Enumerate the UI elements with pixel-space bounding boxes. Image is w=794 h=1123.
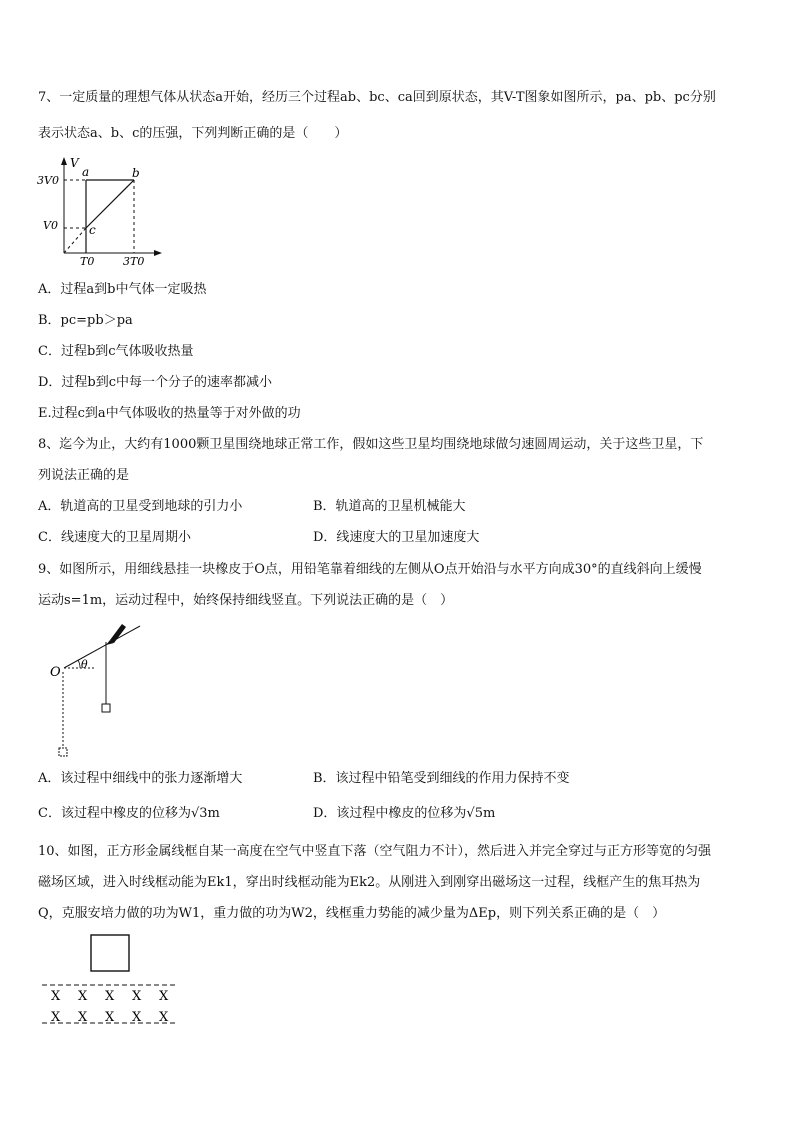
q8-option-c: C．线速度大的卫星周期小 <box>38 530 191 545</box>
angle-theta-label: θ <box>81 658 88 671</box>
q8-option-a: A．轨道高的卫星受到地球的引力小 <box>38 499 243 514</box>
tick-3t0: 3T0 <box>123 255 145 268</box>
q7-option-e: E.过程c到a中气体吸收的热量等于对外做的功 <box>38 406 301 421</box>
q8-stem-line2: 列说法正确的是 <box>38 468 130 483</box>
tick-3v0: 3V0 <box>37 174 59 187</box>
v-axis-label: V <box>70 156 79 170</box>
q7-stem-line1: 7、一定质量的理想气体从状态a开始，经历三个过程ab、bc、ca回到原状态，其V-T图象如图所示，pa、pb、pc分别 <box>38 90 716 105</box>
q9-pencil-figure <box>44 618 154 760</box>
field-x-mark: X <box>159 1010 169 1025</box>
q7-option-d: D．过程b到c中每一个分子的速率都减小 <box>38 375 273 390</box>
q7-option-b: B．pc=pb＞pa <box>38 313 133 328</box>
tick-v0: V0 <box>43 219 58 232</box>
q9-stem-line1: 9、如图所示，用细线悬挂一块橡皮于O点，用铅笔靠着细线的左侧从O点开始沿与水平方向成30°的直线斜向上缓慢 <box>38 562 702 577</box>
q10-magnetic-field-figure <box>40 930 180 1030</box>
field-x-mark: X <box>78 1010 88 1025</box>
q10-stem-line3: Q，克服安培力做的功为W1，重力做的功为W2，线框重力势能的减少量为ΔEp，则下列关系正确的是（ ） <box>38 906 666 921</box>
q8-option-d: D．线速度大的卫星加速度大 <box>313 530 480 545</box>
q8-stem-line1: 8、迄今为止，大约有1000颗卫星围绕地球正常工作，假如这些卫星均围绕地球做匀速圆周运动，关于这些卫星，下 <box>38 437 704 452</box>
field-x-mark: X <box>105 989 115 1004</box>
field-x-mark: X <box>159 989 169 1004</box>
field-x-mark: X <box>132 1010 142 1025</box>
q7-option-a: A．过程a到b中气体一定吸热 <box>38 282 207 297</box>
q9-option-a: A．该过程中细线中的张力逐渐增大 <box>38 771 243 786</box>
q9-stem-line2: 运动s=1m，运动过程中，始终保持细线竖直。下列说法正确的是（ ） <box>38 593 454 608</box>
q7-option-c: C．过程b到c气体吸收热量 <box>38 344 194 359</box>
point-b-label: b <box>132 166 140 180</box>
field-x-mark: X <box>78 989 88 1004</box>
q7-vt-graph <box>36 155 176 267</box>
point-c-label: c <box>89 223 96 237</box>
q7-stem-line2: 表示状态a、b、c的压强，下列判断正确的是（ ） <box>38 126 348 141</box>
point-o-label: O <box>50 665 61 680</box>
point-a-label: a <box>82 165 90 179</box>
field-x-mark: X <box>105 1010 115 1025</box>
q10-stem-line1: 10、如图，正方形金属线框自某一高度在空气中竖直下落（空气阻力不计），然后进入并完全穿过与正方形等宽的匀强 <box>38 844 712 859</box>
tick-t0: T0 <box>80 255 95 268</box>
q8-option-b: B．轨道高的卫星机械能大 <box>313 499 466 514</box>
field-x-mark: X <box>51 1010 61 1025</box>
field-x-mark: X <box>132 989 142 1004</box>
q9-option-c: C．该过程中橡皮的位移为√3m <box>38 806 220 821</box>
field-x-mark: X <box>51 989 61 1004</box>
q9-option-d: D．该过程中橡皮的位移为√5m <box>313 806 496 821</box>
q10-stem-line2: 磁场区域，进入时线框动能为Ek1，穿出时线框动能为Ek2。从刚进入到刚穿出磁场这一过程，线框产生的焦耳热为 <box>38 875 701 890</box>
q9-option-b: B．该过程中铅笔受到细线的作用力保持不变 <box>313 771 570 786</box>
